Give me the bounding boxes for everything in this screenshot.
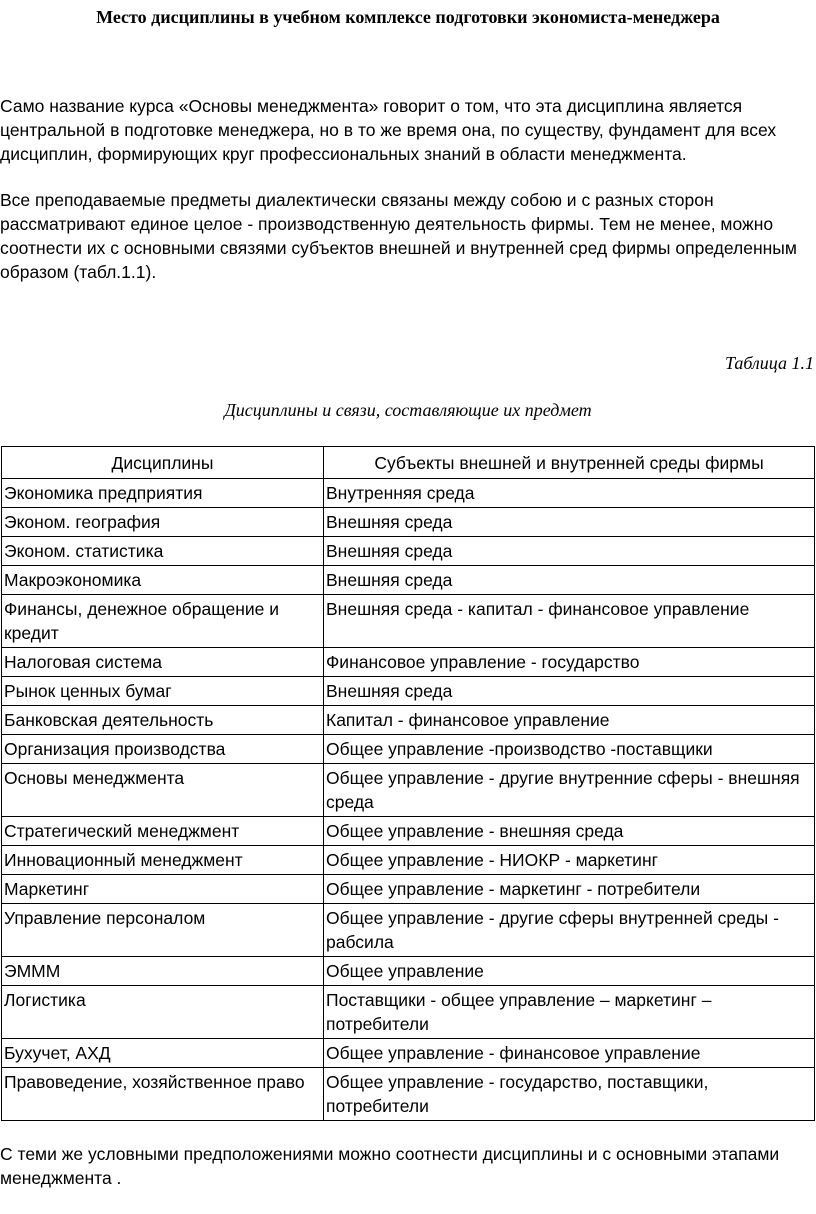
discipline-cell: Стратегический менеджмент [2,817,324,846]
discipline-cell: Основы менеджмента [2,764,324,817]
subjects-cell: Общее управление - НИОКР - маркетинг [324,846,815,875]
subjects-cell: Общее управление - маркетинг - потребители [324,875,815,904]
discipline-cell: Налоговая система [2,648,324,677]
table-row [2,595,815,648]
subjects-cell: Общее управление - другие внутренние сферы - внешняя среда [324,764,815,817]
table-row [2,566,815,595]
discipline-cell: Бухучет, АХД [2,1039,324,1068]
subjects-cell: Общее управление [324,957,815,986]
discipline-cell: Логистика [2,986,324,1039]
subjects-cell: Поставщики - общее управление – маркетинг – потребители [324,986,815,1039]
paragraph-intro: Само название курса «Основы менеджмента» говорит о том, что эта дисциплина является центральной в подготовке менеджера, но в то же время она, по существу, фундамент для всех дисциплин, формирующих круг профессиональных знаний в области менеджмента. [0,96,777,164]
discipline-cell: Макроэкономика [2,566,324,595]
discipline-cell: Эконом. статистика [2,537,324,566]
table-caption: Дисциплины и связи, составляющие их предмет [224,400,592,420]
table-row [2,648,815,677]
table-row [2,817,815,846]
subjects-cell: Общее управление - государство, поставщики, потребители [324,1068,815,1121]
table-header-row [2,447,815,479]
subjects-cell: Капитал - финансовое управление [324,706,815,735]
table-row [2,677,815,706]
document-title: Место дисциплины в учебном комплексе подготовки экономиста-менеджера [96,7,720,27]
discipline-cell: Финансы, денежное обращение и кредит [2,595,324,648]
paragraph-relations: Все преподаваемые предметы диалектически связаны между собою и с разных сторон рассматривают единое целое - производственную деятельность фирмы. Тем не менее, можно соотнести их с основными связями субъектов внешней и внутренней сред фирмы определенным образом (табл.1.1). [0,190,797,282]
discipline-cell: Организация производства [2,735,324,764]
discipline-cell: Эконом. география [2,508,324,537]
discipline-cell: Инновационный менеджмент [2,846,324,875]
subjects-cell: Общее управление - другие сферы внутренней среды - рабсила [324,904,815,957]
header-disciplines: Дисциплины [2,447,324,479]
subjects-cell: Внутренняя среда [324,479,815,508]
subjects-cell: Финансовое управление - государство [324,648,815,677]
disciplines-table [1,446,815,1121]
discipline-cell: Управление персоналом [2,904,324,957]
discipline-cell: Банковская деятельность [2,706,324,735]
table-row [2,706,815,735]
discipline-cell: Правоведение, хозяйственное право [2,1068,324,1121]
discipline-cell: ЭМММ [2,957,324,986]
table-row [2,957,815,986]
discipline-cell: Экономика предприятия [2,479,324,508]
subjects-cell: Внешняя среда [324,677,815,706]
table-row [2,1039,815,1068]
table-number: Таблица 1.1 [724,353,814,373]
header-subjects: Субъекты внешней и внутренней среды фирмы [324,447,815,479]
subjects-cell: Внешняя среда [324,566,815,595]
subjects-cell: Общее управление -производство -поставщики [324,735,815,764]
table-row [2,986,815,1039]
table-row [2,904,815,957]
table-row [2,537,815,566]
table-row [2,508,815,537]
subjects-cell: Внешняя среда [324,508,815,537]
table-row [2,735,815,764]
table-row [2,1068,815,1121]
table-row [2,764,815,817]
subjects-cell: Внешняя среда - капитал - финансовое управление [324,595,815,648]
table-row [2,846,815,875]
subjects-cell: Внешняя среда [324,537,815,566]
subjects-cell: Общее управление - внешняя среда [324,817,815,846]
paragraph-stages: С теми же условными предположениями можно соотнести дисциплины и с основными этапами менеджмента . [0,1144,780,1188]
subjects-cell: Общее управление - финансовое управление [324,1039,815,1068]
table-row [2,479,815,508]
discipline-cell: Маркетинг [2,875,324,904]
table-row [2,875,815,904]
discipline-cell: Рынок ценных бумаг [2,677,324,706]
